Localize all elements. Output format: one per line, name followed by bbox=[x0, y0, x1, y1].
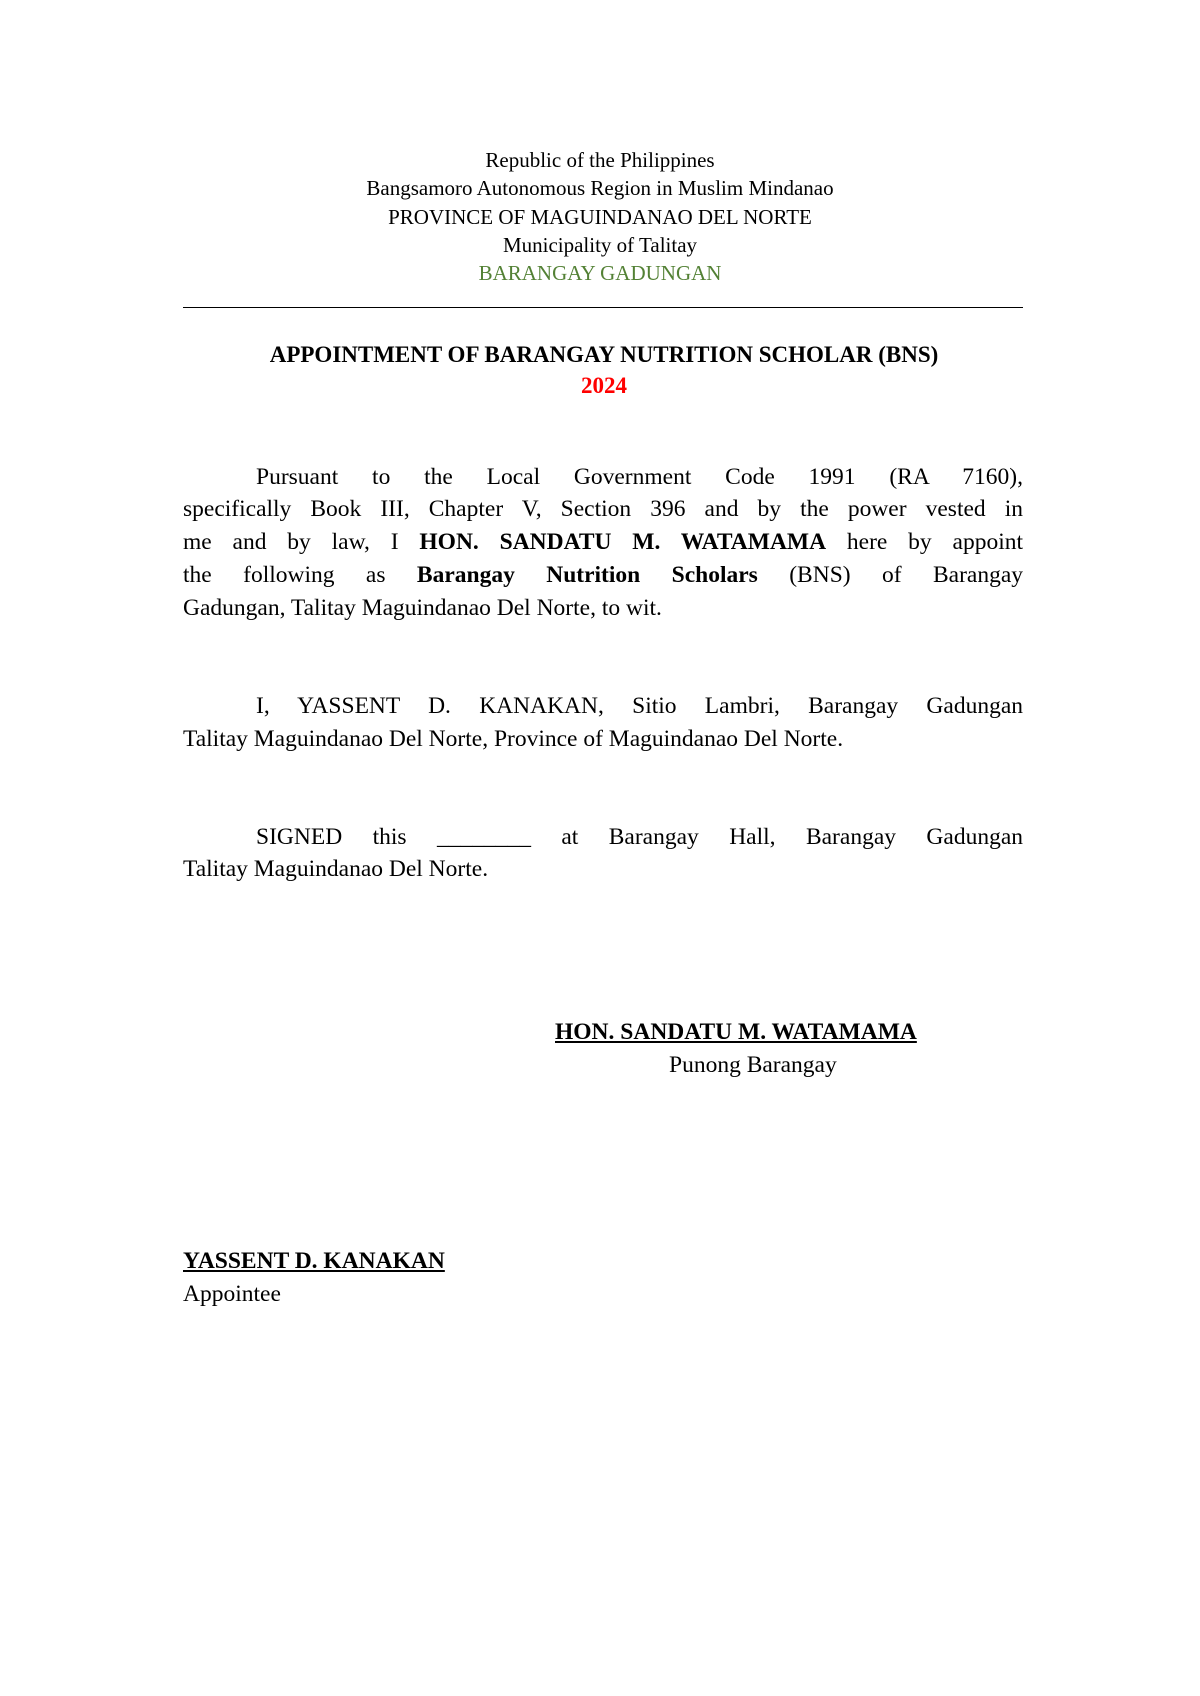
appointee-name: YASSENT D. KANAKAN bbox=[183, 1248, 445, 1274]
paragraph-line: specifically Book III, Chapter V, Section 396 and by the power vested in bbox=[183, 496, 1023, 522]
official-name: HON. SANDATU M. WATAMAMA bbox=[419, 529, 827, 555]
header-province: PROVINCE OF MAGUINDANAO DEL NORTE bbox=[388, 205, 812, 229]
document-title: APPOINTMENT OF BARANGAY NUTRITION SCHOLAR (BNS) bbox=[269, 342, 939, 367]
text: here by appoint bbox=[826, 529, 1023, 555]
header-divider bbox=[183, 307, 1023, 308]
paragraph-line: Gadungan, Talitay Maguindanao Del Norte, to wit. bbox=[183, 595, 662, 621]
header-barangay: BARANGAY GADUNGAN bbox=[478, 261, 722, 285]
header-region: Bangsamoro Autonomous Region in Muslim Mindanao bbox=[366, 176, 834, 200]
paragraph-line: Talitay Maguindanao Del Norte, Province of Maguindanao Del Norte. bbox=[183, 726, 844, 752]
text: (BNS) of Barangay bbox=[757, 562, 1024, 588]
paragraph-line: I, YASSENT D. KANAKAN, Sitio Lambri, Barangay Gadungan bbox=[256, 693, 1023, 719]
header-municipality: Municipality of Talitay bbox=[502, 233, 698, 257]
paragraph-line: SIGNED this ________ at Barangay Hall, Barangay Gadungan bbox=[256, 824, 1023, 850]
text: me and by law, I bbox=[183, 529, 420, 555]
header-republic: Republic of the Philippines bbox=[485, 148, 715, 172]
signatory-position: Punong Barangay bbox=[669, 1052, 837, 1078]
paragraph-line: Pursuant to the Local Government Code 1991 (RA 7160), bbox=[256, 464, 1023, 490]
position-title: Barangay Nutrition Scholars bbox=[416, 562, 758, 588]
document-year: 2024 bbox=[581, 373, 627, 398]
paragraph-line bbox=[183, 559, 1023, 591]
text: the following as bbox=[183, 562, 417, 588]
appointee-position: Appointee bbox=[183, 1281, 281, 1307]
paragraph-line: Talitay Maguindanao Del Norte. bbox=[183, 856, 489, 882]
signatory-name: HON. SANDATU M. WATAMAMA bbox=[555, 1019, 917, 1045]
paragraph-line bbox=[183, 526, 1023, 558]
